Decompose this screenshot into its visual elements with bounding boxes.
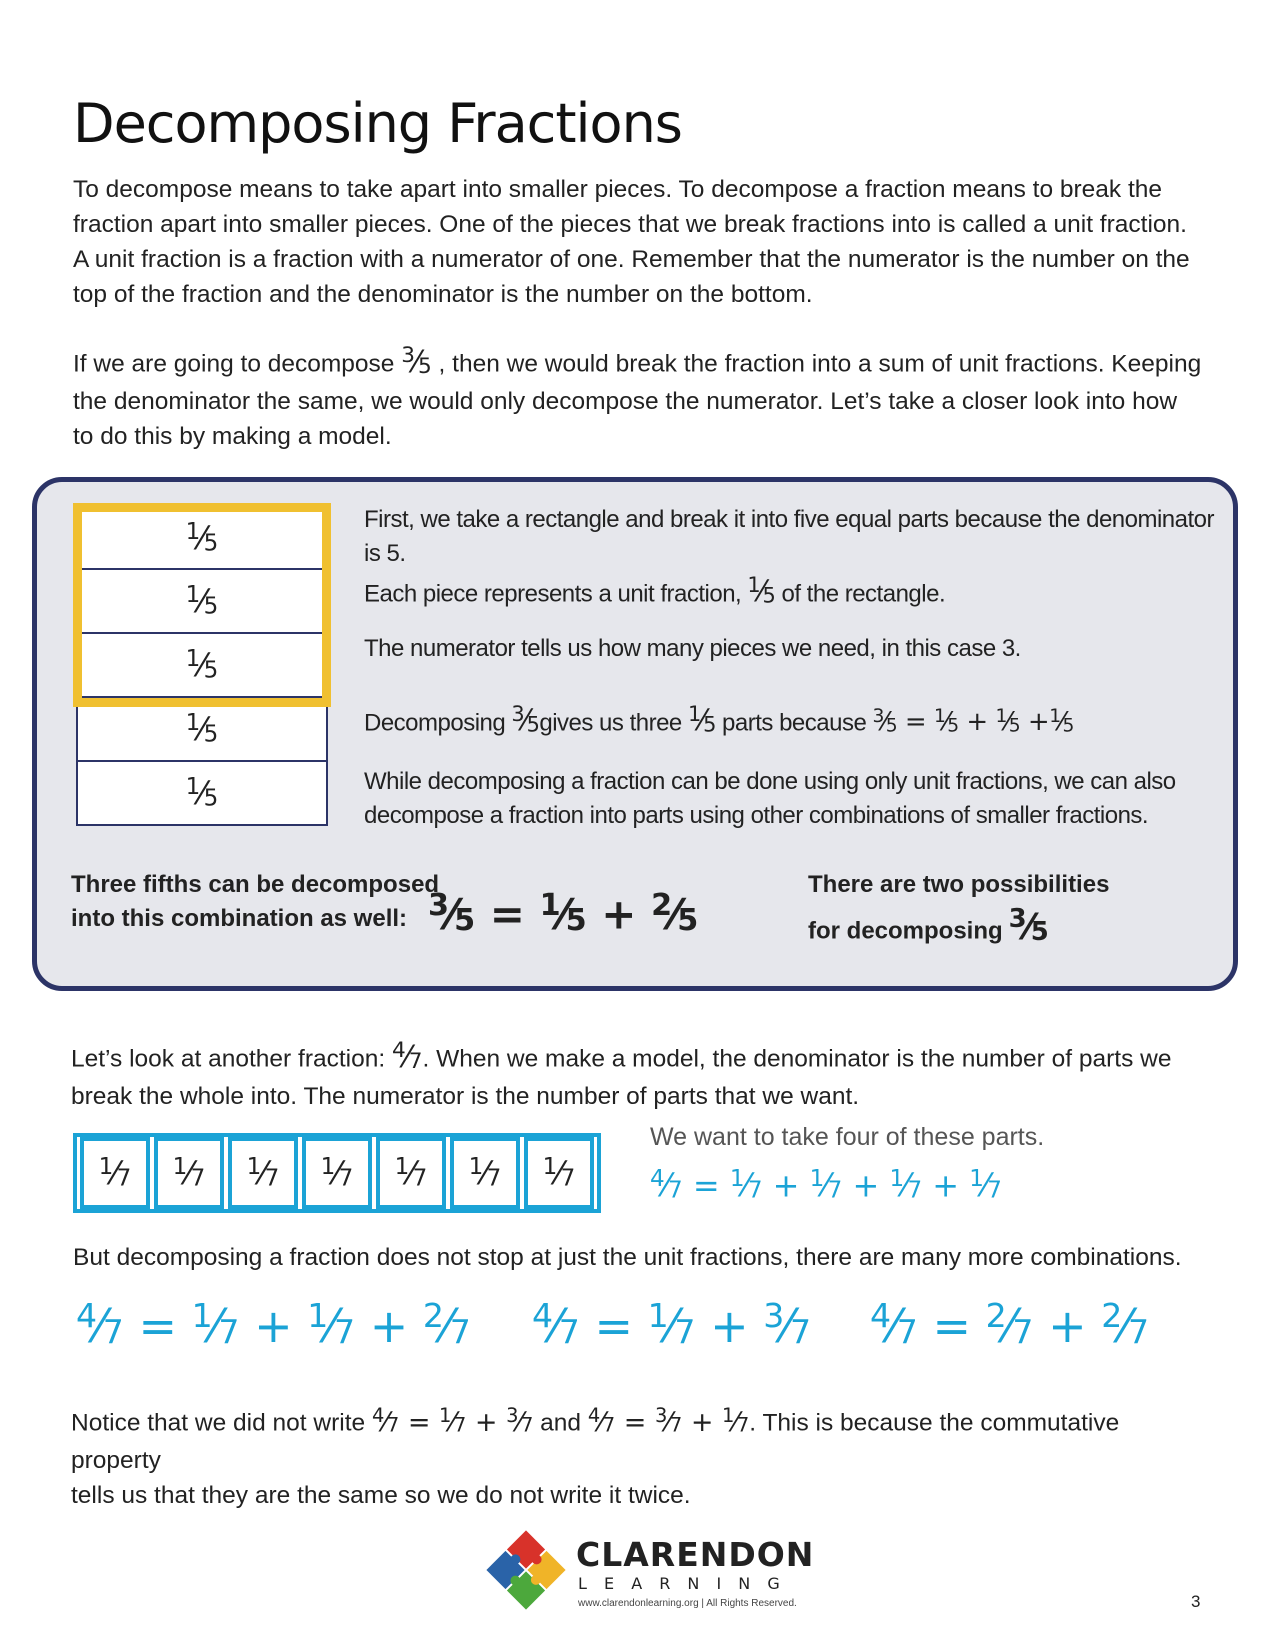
- notice-paragraph: Notice that we did not write $^4$⁄7 = $^1$⁄7 + $^3$⁄7 and $^4$⁄7 = $^3$⁄7 + $^1$⁄7. This is because the commutative property tells us that they are the same so we do not write it twice.: [71, 1404, 1120, 1509]
- fraction: $^3$⁄5: [401, 343, 432, 380]
- decompose-intro-paragraph: [73, 338, 1203, 454]
- fifth-cell: $^1$⁄5: [76, 506, 328, 570]
- unit-sevenths-equation: $^4$⁄7 = $^1$⁄7 + $^1$⁄7 + $^1$⁄7 + $^1$⁄7: [650, 1166, 1002, 1205]
- combo-equation: $^3$⁄5 = $^1$⁄5 + $^2$⁄5: [428, 888, 699, 939]
- intro-paragraph: To decompose means to take apart into smaller pieces. To decompose a fraction means to break the fraction apart into smaller pieces. One of the pieces that we break fractions into is called a unit fraction. A unit fraction is a fraction with a numerator of one. Remember that the numerator is the number on the top of the fraction and the denominator is the number on the bottom.: [73, 176, 1190, 308]
- puzzle-logo-icon: [484, 1528, 568, 1612]
- page-number: 3: [1191, 1592, 1201, 1611]
- text: If we are going to decompose: [73, 350, 402, 378]
- combo-equation-3: $^4$⁄7 = $^2$⁄7 + $^2$⁄7: [870, 1296, 1150, 1353]
- seventh-cell: $^1$⁄7: [228, 1137, 298, 1209]
- seventh-cell: $^1$⁄7: [154, 1137, 224, 1209]
- model-line-3: The numerator tells us how many pieces we need, in this case 3.: [364, 635, 1021, 662]
- seventh-cell: $^1$⁄7: [376, 1137, 446, 1209]
- three-fifths-highlight: [73, 503, 331, 707]
- footer-url: www.clarendonlearning.org | All Rights Reserved.: [578, 1598, 797, 1609]
- model-line-1: First, we take a rectangle and break it into five equal parts because the denominator is 5.: [364, 506, 1215, 567]
- fifth-cell: $^1$⁄5: [76, 570, 328, 634]
- seventh-cell: $^1$⁄7: [450, 1137, 520, 1209]
- sevenths-intro-paragraph: Let’s look at another fraction: $^4$⁄7. When we make a model, the denominator is the number of parts we break the whole into. The numerator is the number of parts that we want.: [71, 1038, 1172, 1110]
- text: , then we would break the fraction into a sum of unit fractions. Keeping the denominator the same, we would only decompose the numerator. Let’s take a closer look into how to do this by making a model.: [73, 350, 1202, 450]
- seventh-cell: $^1$⁄7: [524, 1137, 594, 1209]
- sevenths-strip: [73, 1133, 601, 1213]
- brand-name: CLARENDON: [576, 1535, 815, 1574]
- combo-text: Three fifths can be decomposed into this combination as well:: [71, 871, 440, 932]
- model-line-2: Each piece represents a unit fraction, $^1$⁄5 of the rectangle.: [364, 573, 946, 609]
- combo-equation-1: $^4$⁄7 = $^1$⁄7 + $^1$⁄7 + $^2$⁄7: [76, 1296, 471, 1353]
- page-title: Decomposing Fractions: [73, 92, 682, 155]
- possibilities-text: There are two possibilities for decomposing $^3$⁄5: [808, 871, 1110, 948]
- fifth-cell: $^1$⁄5: [76, 698, 328, 762]
- combinations-paragraph: But decomposing a fraction does not stop at just the unit fractions, there are many more combinations.: [73, 1244, 1182, 1271]
- seventh-cell: $^1$⁄7: [80, 1137, 150, 1209]
- want-text: We want to take four of these parts.: [650, 1123, 1045, 1151]
- model-line-5: While decomposing a fraction can be done using only unit fractions, we can also decompose a fraction into parts using other combinations of smaller fractions.: [364, 768, 1176, 829]
- fifth-cell: $^1$⁄5: [76, 762, 328, 826]
- model-line-4: Decomposing $^3$⁄5gives us three $^1$⁄5 parts because $^3$⁄5 = $^1$⁄5 + $^1$⁄5 +$^1$⁄5: [364, 702, 1074, 738]
- fifth-cell: $^1$⁄5: [76, 634, 328, 698]
- seventh-cell: $^1$⁄7: [302, 1137, 372, 1209]
- combo-equation-2: $^4$⁄7 = $^1$⁄7 + $^3$⁄7: [532, 1296, 812, 1353]
- brand-subtitle: L E A R N I N G: [578, 1574, 786, 1593]
